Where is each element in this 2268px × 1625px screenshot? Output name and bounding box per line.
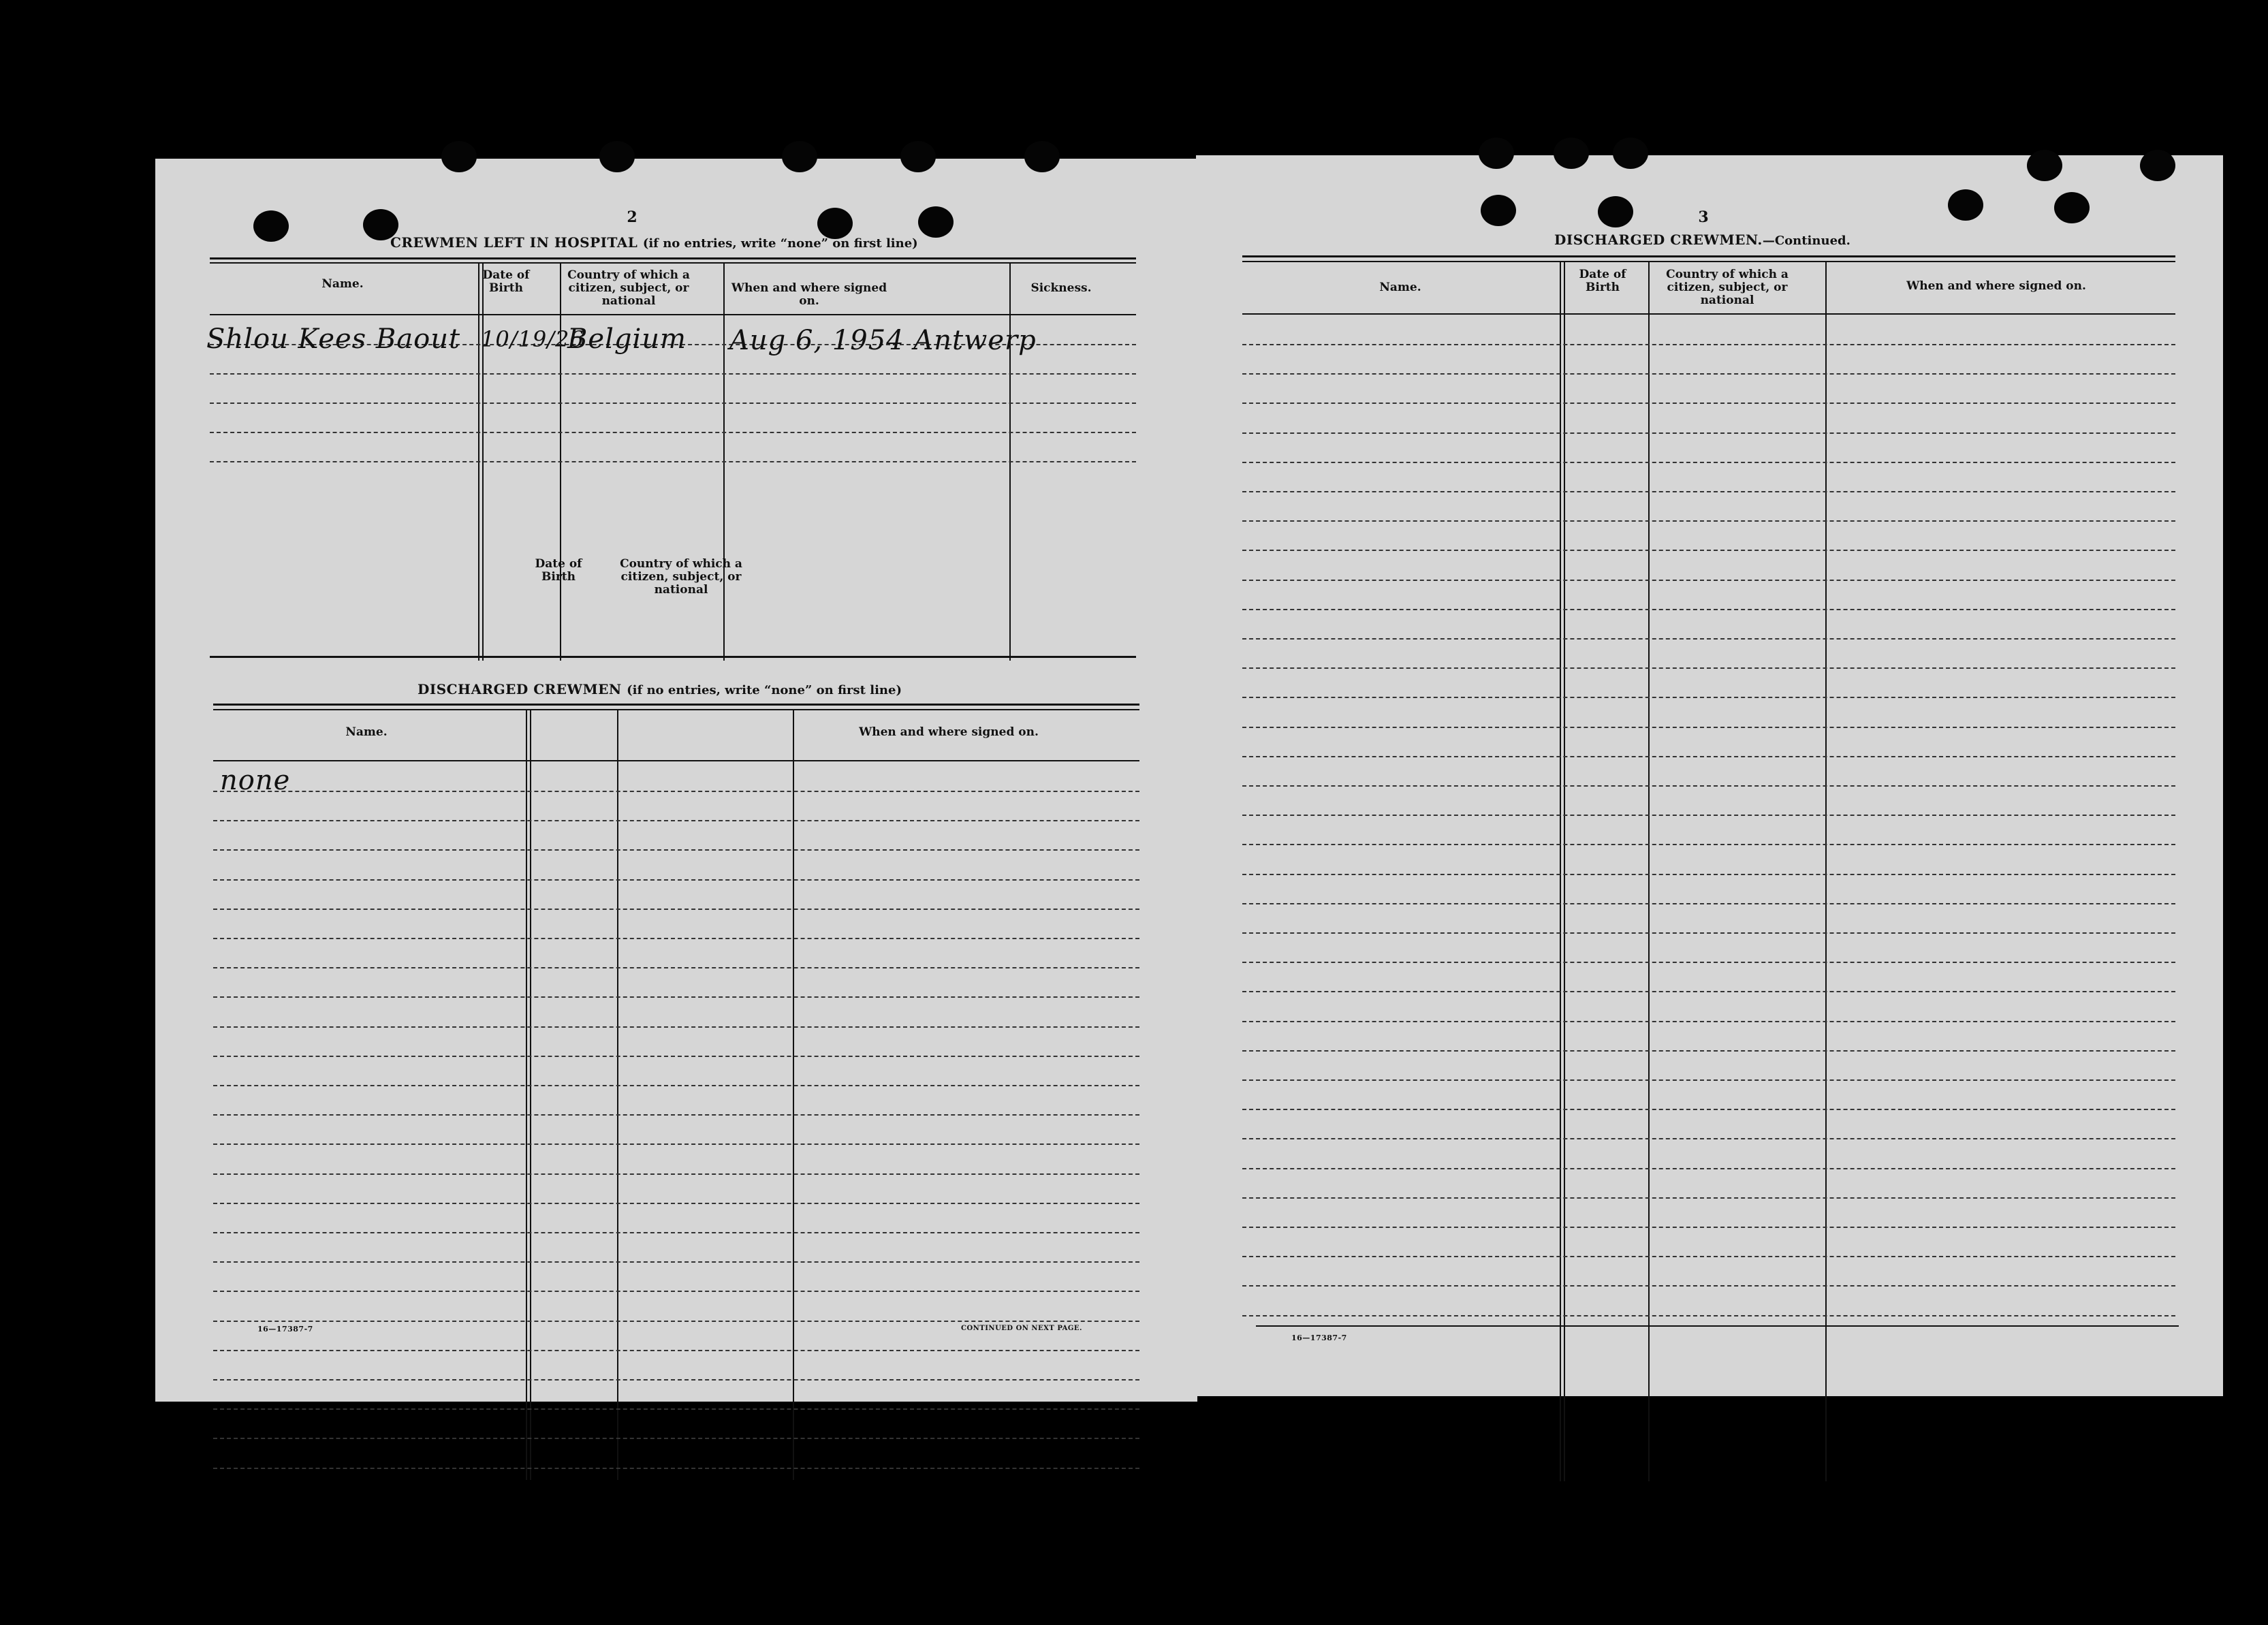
hospital-top-rule	[210, 257, 1136, 259]
ruled-line	[1242, 756, 2175, 757]
punch-hole	[2054, 192, 2090, 223]
ruled-line	[1242, 1256, 2175, 1257]
ruled-line	[1242, 520, 2175, 522]
ruled-line	[1242, 903, 2175, 904]
ruled-line	[213, 1350, 1139, 1351]
hospital-bottom-rule	[210, 656, 1136, 658]
right-top-rule-2	[1242, 261, 2175, 262]
punch-hole	[2140, 150, 2175, 181]
ruled-line	[1242, 580, 2175, 581]
discharged-top-rule-2	[213, 709, 1139, 710]
col-header-signed-on: When and where signed on.	[859, 725, 1039, 739]
punch-hole	[2027, 150, 2062, 181]
ruled-line	[213, 1291, 1139, 1292]
ruled-line	[1242, 932, 2175, 934]
punch-hole	[253, 210, 289, 242]
ruled-line	[1242, 697, 2175, 698]
punch-hole	[1613, 138, 1648, 169]
col-header-name: Name.	[345, 725, 388, 739]
ruled-line	[213, 938, 1139, 939]
ruled-line	[213, 1379, 1139, 1381]
ruled-line	[213, 1321, 1139, 1322]
col-header-country: Country of which a citizen, subject, or national	[1666, 268, 1789, 307]
ruled-line	[213, 1143, 1139, 1145]
col-header-dob: Date of Birth	[482, 268, 530, 295]
ruled-line	[213, 879, 1139, 881]
ruled-line	[213, 1114, 1139, 1116]
ruled-line	[213, 967, 1139, 968]
col-divider	[617, 710, 618, 1480]
ruled-line	[213, 1261, 1139, 1263]
form-number: 16—17387-7	[257, 1325, 313, 1334]
ruled-line	[210, 373, 1136, 375]
hospital-top-rule-2	[210, 262, 1136, 264]
continued-suffix: —Continued.	[1762, 234, 1850, 248]
ruled-line	[210, 432, 1136, 433]
ruled-line	[1242, 1168, 2175, 1169]
col-divider	[1825, 262, 1827, 1481]
ruled-line	[1242, 1021, 2175, 1022]
col-header-country: Country of which a citizen, subject, or national	[567, 268, 690, 308]
col-divider	[1648, 262, 1650, 1481]
page-number: 3	[1698, 208, 1709, 226]
discharged-top-rule	[213, 704, 1139, 706]
ruled-line	[1242, 844, 2175, 845]
ruled-line	[1242, 962, 2175, 963]
col-header-country: Country of which a citizen, subject, or national	[620, 557, 742, 597]
ruled-line	[1242, 403, 2175, 404]
punch-hole	[599, 141, 635, 172]
ruled-line	[213, 1173, 1139, 1175]
ruled-line	[1242, 491, 2175, 492]
ruled-line	[1242, 1079, 2175, 1081]
ruled-line	[1242, 1138, 2175, 1139]
punch-hole	[1948, 189, 1983, 221]
ruled-line	[210, 461, 1136, 462]
ruled-line	[1242, 1109, 2175, 1110]
discharged-title-note: (if no entries, write “none” on first line)	[627, 683, 902, 697]
ruled-line	[1242, 874, 2175, 875]
ruled-line	[1242, 344, 2175, 345]
ruled-line	[1242, 1050, 2175, 1052]
ruled-line	[213, 1468, 1139, 1469]
hospital-title-text: CREWMEN LEFT IN HOSPITAL	[390, 234, 638, 251]
handwritten-name: Shlou Kees Baout	[206, 324, 461, 355]
handwritten-country: Belgium	[567, 324, 687, 355]
handwritten-dob: 10/19/26	[481, 326, 584, 352]
right-top-rule	[1242, 255, 2175, 257]
punch-hole	[1479, 138, 1514, 169]
ruled-line	[213, 1203, 1139, 1204]
punch-hole	[1481, 195, 1516, 226]
discharged-header-rule	[213, 760, 1139, 761]
ruled-line	[1242, 815, 2175, 816]
ruled-line	[1242, 373, 2175, 375]
ruled-line	[1242, 785, 2175, 787]
right-header-rule	[1242, 313, 2175, 315]
ruled-line	[213, 791, 1139, 792]
punch-hole	[900, 141, 936, 172]
ruled-line	[213, 996, 1139, 998]
ruled-line	[1242, 1227, 2175, 1228]
punch-hole	[1024, 141, 1060, 172]
col-header-name: Name.	[1379, 281, 1421, 294]
col-header-signed-on: When and where signed on.	[731, 281, 887, 308]
ruled-line	[213, 1056, 1139, 1057]
punch-hole	[782, 141, 817, 172]
ruled-line	[1242, 667, 2175, 669]
hospital-header-rule	[210, 314, 1136, 315]
col-header-signed-on: When and where signed on.	[1906, 279, 2086, 293]
ruled-line	[213, 1232, 1139, 1233]
discharged-continued-title-text: DISCHARGED CREWMEN.	[1554, 232, 1763, 248]
col-divider	[530, 710, 531, 1480]
ruled-line	[1242, 991, 2175, 992]
ruled-line	[213, 820, 1139, 821]
punch-hole	[1554, 138, 1589, 169]
ruled-line	[213, 909, 1139, 910]
right-bottom-rule	[1256, 1325, 2179, 1327]
ruled-line	[1242, 1197, 2175, 1199]
ruled-line	[1242, 1315, 2175, 1316]
ruled-line	[213, 1085, 1139, 1086]
continued-note: CONTINUED ON NEXT PAGE.	[961, 1325, 1083, 1332]
discharged-title-text: DISCHARGED CREWMEN	[418, 681, 622, 697]
ruled-line	[213, 1408, 1139, 1410]
discharged-section-title	[418, 681, 902, 697]
right-page	[1196, 155, 2223, 1396]
left-page	[155, 159, 1197, 1402]
ruled-line	[213, 1026, 1139, 1028]
punch-hole	[1598, 196, 1633, 227]
col-divider	[526, 710, 527, 1480]
ruled-line	[210, 403, 1136, 404]
page-number: 2	[627, 208, 637, 226]
ruled-line	[213, 1438, 1139, 1439]
form-number: 16—17387-7	[1291, 1334, 1347, 1342]
col-divider	[1564, 262, 1565, 1481]
punch-hole	[918, 206, 954, 238]
handwritten-signed-on: Aug 6, 1954 Antwerp	[729, 325, 1037, 356]
col-header-dob: Date of Birth	[1579, 268, 1626, 294]
ruled-line	[1242, 609, 2175, 610]
discharged-continued-title	[1554, 232, 1850, 248]
ruled-line	[1242, 432, 2175, 434]
ruled-line	[1242, 1285, 2175, 1287]
punch-hole	[441, 141, 477, 172]
col-header-name: Name.	[321, 277, 364, 291]
col-header-sickness: Sickness.	[1030, 281, 1092, 295]
ruled-line	[1242, 638, 2175, 640]
hospital-title-note: (if no entries, write “none” on first line)	[642, 236, 918, 251]
ruled-line	[213, 849, 1139, 851]
handwritten-none: none	[220, 765, 291, 796]
col-divider	[793, 710, 794, 1480]
ruled-line	[1242, 550, 2175, 551]
col-header-dob: Date of Birth	[535, 557, 582, 584]
hospital-section-title	[390, 234, 918, 251]
ruled-line	[1242, 727, 2175, 728]
col-divider	[1560, 262, 1561, 1481]
ruled-line	[1242, 462, 2175, 463]
